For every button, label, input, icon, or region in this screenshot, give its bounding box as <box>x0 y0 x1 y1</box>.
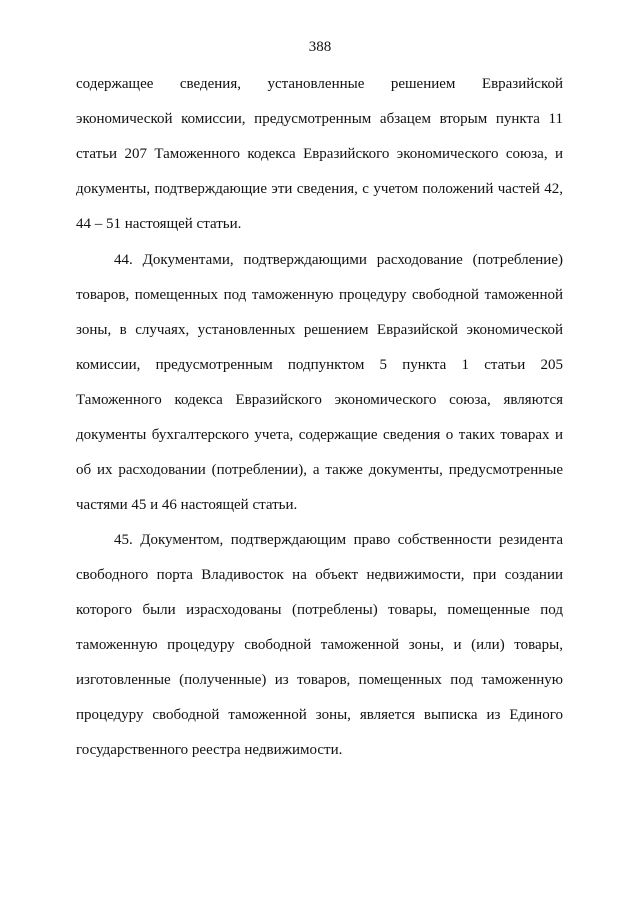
text-line: документы, подтверждающие эти сведения, с учетом положений частей 42, <box>76 181 563 197</box>
text-line: 45. Документом, подтверждающим право собственности резидента <box>114 532 563 548</box>
text-line: частями 45 и 46 настоящей статьи. <box>76 497 298 513</box>
text-line: 44 – 51 настоящей статьи. <box>76 216 242 232</box>
text-line: изготовленные (полученные) из товаров, помещенных под таможенную <box>76 672 563 688</box>
paragraph-continuation <box>76 74 563 249</box>
text-line: Таможенного кодекса Евразийского экономического союза, являются <box>76 392 563 408</box>
text-line: процедуру свободной таможенной зоны, является выписка из Единого <box>76 707 563 723</box>
text-line: товаров, помещенных под таможенную процедуру свободной таможенной <box>76 287 563 303</box>
page-number: 388 <box>308 39 332 55</box>
text-line: которого были израсходованы (потреблены) товары, помещенные под <box>76 602 563 618</box>
text-line: статьи 207 Таможенного кодекса Евразийского экономического союза, и <box>76 146 563 162</box>
paragraph-44 <box>76 250 563 530</box>
text-line: 44. Документами, подтверждающими расходование (потребление) <box>114 252 563 268</box>
text-line: экономической комиссии, предусмотренным абзацем вторым пункта 11 <box>76 111 563 127</box>
text-line: свободного порта Владивосток на объект недвижимости, при создании <box>76 567 563 583</box>
text-line: государственного реестра недвижимости. <box>76 742 343 758</box>
text-line: об их расходовании (потреблении), а также документы, предусмотренные <box>76 462 563 478</box>
text-line: зоны, в случаях, установленных решением Евразийской экономической <box>76 322 563 338</box>
text-line: комиссии, предусмотренным подпунктом 5 пункта 1 статьи 205 <box>76 357 563 373</box>
text-line: таможенную процедуру свободной таможенной зоны, и (или) товары, <box>76 637 563 653</box>
paragraph-45 <box>76 530 563 775</box>
text-line: содержащее сведения, установленные решением Евразийской <box>76 76 563 92</box>
text-line: документы бухгалтерского учета, содержащие сведения о таких товарах и <box>76 427 563 443</box>
